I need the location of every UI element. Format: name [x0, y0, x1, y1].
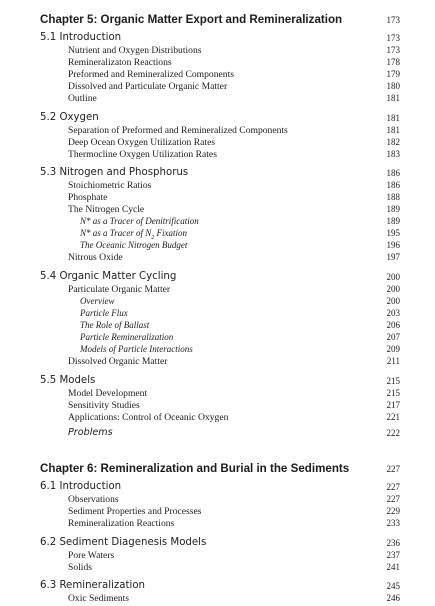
toc-entry-title: Nitrous Oxide — [68, 252, 123, 263]
toc-page-number: 215 — [386, 388, 400, 398]
toc-page-number: 236 — [386, 538, 400, 548]
toc-section-heading — [40, 481, 400, 494]
toc-entry-title: Dissolved and Particulate Organic Matter — [68, 81, 228, 92]
toc-page-number: 200 — [386, 272, 400, 282]
toc-page-number: 189 — [386, 204, 400, 214]
toc-section-title: 5.4 Organic Matter Cycling — [40, 271, 177, 282]
toc-page-number: 181 — [386, 93, 400, 103]
toc-page-number: 222 — [386, 428, 400, 438]
toc-entry-title: Pore Waters — [68, 550, 115, 561]
toc-page-number: 200 — [386, 296, 400, 306]
toc-section-title: 6.3 Remineralization — [40, 580, 146, 591]
toc-subentry-title: N* as a Tracer of Denitrification — [80, 216, 199, 226]
toc-page-number: 229 — [386, 506, 400, 516]
toc-entry — [40, 518, 400, 531]
toc-subentry-title-part: Fixation — [154, 228, 188, 238]
toc-section-heading — [40, 537, 400, 550]
toc-section-title: 6.2 Sediment Diagenesis Models — [40, 537, 207, 548]
toc-page-number: 173 — [386, 15, 400, 25]
toc-entry-title: Solids — [68, 562, 92, 573]
toc-section-title: 5.2 Oxygen — [40, 112, 99, 123]
toc-chapter-heading — [40, 13, 400, 26]
toc-entry-title: Sediment Properties and Processes — [68, 506, 202, 517]
toc-entry — [40, 562, 400, 575]
toc-subentry-title: Models of Particle Interactions — [80, 344, 193, 354]
toc-section-title: 5.3 Nitrogen and Phosphorus — [40, 167, 189, 178]
toc-entry-title: Separation of Preformed and Remineralized Components — [68, 125, 288, 136]
toc-entry-title: Dissolved Organic Matter — [68, 356, 168, 367]
toc-chapter-heading — [40, 462, 400, 475]
toc-entry-title: Outline — [68, 93, 97, 104]
toc-entry-title: Sensitivity Studies — [68, 400, 140, 411]
toc-entry-title: Deep Ocean Oxygen Utilization Rates — [68, 137, 216, 148]
toc-entry-title: Nutrient and Oxygen Distributions — [68, 45, 202, 56]
toc-section-heading — [40, 580, 400, 593]
toc-entry-title: Remineralization Reactions — [68, 518, 175, 529]
toc-section-heading — [40, 375, 400, 388]
toc-problems-entry — [40, 427, 400, 440]
toc-page-number: 181 — [386, 113, 400, 123]
toc-page-number: 178 — [386, 57, 400, 67]
toc-page-number: 181 — [386, 125, 400, 135]
toc-page-number: 195 — [386, 228, 400, 238]
toc-page-number: 227 — [386, 464, 400, 474]
toc-page-number: 246 — [386, 593, 400, 603]
toc-section-title: 5.5 Models — [40, 375, 96, 386]
toc-entry-title: Oxic Sediments — [68, 593, 130, 604]
toc-subentry-title: The Oceanic Nitrogen Budget — [80, 240, 188, 250]
toc-section-title: 5.1 Introduction — [40, 32, 122, 43]
toc-entry-title: Thermocline Oxygen Utilization Rates — [68, 149, 217, 160]
toc-subentry-title: The Role of Ballast — [80, 320, 150, 330]
toc-entry-title: Phosphate — [68, 192, 108, 203]
toc-problems-title: Problems — [68, 427, 113, 438]
toc-entry-title: Model Development — [68, 388, 148, 399]
toc-page-number: 200 — [386, 284, 400, 294]
toc-page-number: 237 — [386, 550, 400, 560]
toc-chapter-title: Chapter 6: Remineralization and Burial in the Sediments — [40, 462, 350, 475]
toc-entry-title: Remineralizaton Reactions — [68, 57, 172, 68]
toc-section-heading — [40, 271, 400, 284]
toc-section-heading — [40, 167, 400, 180]
toc-section-title: 6.1 Introduction — [40, 481, 122, 492]
toc-subentry-title: Overview — [80, 296, 115, 306]
toc-page-number: 227 — [386, 482, 400, 492]
toc-page-number: 215 — [386, 376, 400, 386]
toc-section-heading — [40, 32, 400, 45]
toc-page-number: 211 — [386, 356, 400, 366]
toc-entry — [40, 356, 400, 369]
toc-entry — [40, 149, 400, 162]
toc-page-number: 180 — [386, 81, 400, 91]
toc-entry-title: Stoichiometric Ratios — [68, 180, 152, 191]
toc-page-number: 189 — [386, 216, 400, 226]
toc-page-number: 227 — [386, 494, 400, 504]
toc-page-number: 173 — [386, 33, 400, 43]
toc-entry — [40, 252, 400, 265]
toc-page-number: 196 — [386, 240, 400, 250]
subscript-two: 2 — [151, 234, 155, 241]
toc-page-number: 173 — [386, 45, 400, 55]
toc-page-number: 217 — [386, 400, 400, 410]
toc-page-number: 221 — [386, 412, 400, 422]
toc-entry-title: Preformed and Remineralized Components — [68, 69, 234, 80]
toc-page-number: 203 — [386, 308, 400, 318]
toc-entry-title: Applications: Control of Oceanic Oxygen — [68, 412, 229, 423]
toc-subentry-title — [80, 228, 187, 241]
toc-entry — [40, 412, 400, 425]
toc-page-number: 182 — [386, 137, 400, 147]
toc-subentry-title: Particle Flux — [80, 308, 128, 318]
toc-entry-title: Particulate Organic Matter — [68, 284, 171, 295]
toc-subentry-title: Particle Remineralization — [80, 332, 174, 342]
toc-page-number: 233 — [386, 518, 400, 528]
toc-entry-title: The Nitrogen Cycle — [68, 204, 145, 215]
toc-page-number: 206 — [386, 320, 400, 330]
toc-page-number: 197 — [386, 252, 400, 262]
toc-page-number: 183 — [386, 149, 400, 159]
toc-page-number: 245 — [386, 581, 400, 591]
toc-section-heading — [40, 112, 400, 125]
toc-entry — [40, 93, 400, 106]
toc-page-number: 186 — [386, 168, 400, 178]
toc-page-number: 207 — [386, 332, 400, 342]
toc-chapter-title: Chapter 5: Organic Matter Export and Remineralization — [40, 13, 343, 26]
toc-page-number: 186 — [386, 180, 400, 190]
toc-page-number: 241 — [386, 562, 400, 572]
toc-page-number: 188 — [386, 192, 400, 202]
toc-page-number: 209 — [386, 344, 400, 354]
toc-subentry-title-part: N* as a Tracer of N — [80, 228, 152, 238]
toc-entry-title: Observations — [68, 494, 119, 505]
toc-page-number: 179 — [386, 69, 400, 79]
